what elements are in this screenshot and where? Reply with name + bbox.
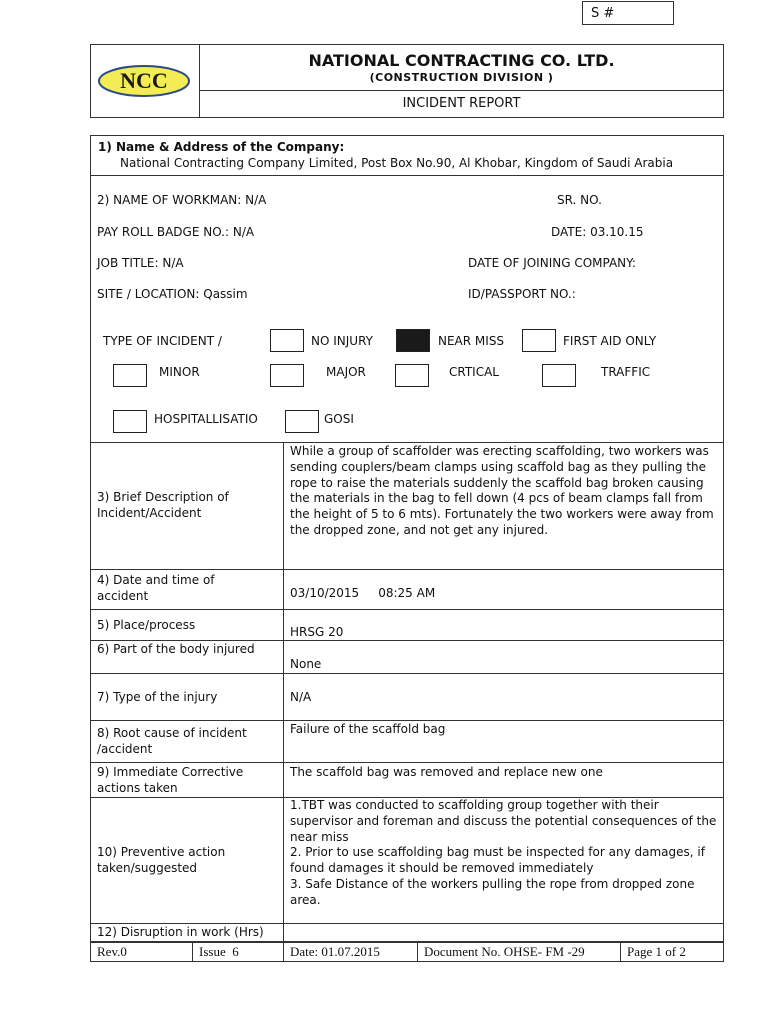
row-label-preventive: 10) Preventive action taken/suggested [97, 845, 226, 875]
footer-page: Page 1 of 2 [627, 944, 686, 959]
payroll-badge: PAY ROLL BADGE NO.: N/A [97, 225, 255, 239]
row-line [90, 923, 724, 924]
critical-label: CRTICAL [449, 365, 499, 379]
footer-divider [620, 942, 621, 962]
logo-text: NCC [120, 68, 168, 93]
footer-divider [192, 942, 193, 962]
header-title-divider [199, 90, 724, 91]
row-line [90, 673, 724, 674]
footer-divider [283, 942, 284, 962]
hospitalisation-label: HOSPITALLISATIO [154, 412, 258, 426]
job-title: JOB TITLE: N/A [97, 256, 184, 270]
sr-no: SR. NO. [557, 193, 602, 207]
footer-rev: Rev.0 [97, 944, 127, 959]
near-miss-label: NEAR MISS [438, 334, 505, 348]
row-label-body-part: 6) Part of the body injured [97, 642, 255, 656]
preventive-line: 2. Prior to use scaffolding bag must be inspected for any damages, if found damages it should be removed immediately [290, 845, 705, 876]
report-title: INCIDENT REPORT [402, 96, 521, 111]
minor-label: MINOR [159, 365, 200, 379]
major-checkbox[interactable] [270, 364, 304, 387]
row-line [90, 720, 724, 721]
footer-doc-no: Document No. OHSE- FM -29 [424, 944, 585, 959]
preventive-line: 3. Safe Distance of the workers pulling the rope from dropped zone area. [290, 876, 695, 907]
company-name: NATIONAL CONTRACTING CO. LTD. [308, 51, 615, 70]
company-address-label: 1) Name & Address of the Company: [98, 140, 345, 154]
traffic-checkbox[interactable] [542, 364, 576, 387]
footer-date: Date: 01.07.2015 [290, 944, 380, 959]
row-value-body-part: None [290, 657, 322, 671]
incident-type-label: TYPE OF INCIDENT / [103, 334, 222, 348]
section1-divider [90, 175, 724, 176]
row-line [90, 640, 724, 641]
footer-issue: Issue 6 [199, 944, 239, 959]
row-value-datetime: 03/10/2015 08:25 AM [290, 586, 436, 600]
row-value-injury-type: N/A [290, 690, 312, 704]
row-line [90, 569, 724, 570]
no-injury-checkbox[interactable] [270, 329, 304, 352]
workman-name: 2) NAME OF WORKMAN: N/A [97, 193, 267, 207]
minor-checkbox[interactable] [113, 364, 147, 387]
report-date: DATE: 03.10.15 [551, 225, 644, 239]
company-address: National Contracting Company Limited, Post Box No.90, Al Khobar, Kingdom of Saudi Arabia [120, 156, 674, 170]
table-column-divider [283, 442, 284, 942]
serial-box [582, 1, 674, 25]
division-name: (CONSTRUCTION DIVISION ) [369, 71, 554, 84]
first-aid-label: FIRST AID ONLY [563, 334, 657, 348]
row-value-preventive [290, 798, 720, 909]
row-value-root-cause: Failure of the scaffold bag [290, 722, 446, 736]
site-location: SITE / LOCATION: Qassim [97, 287, 248, 301]
gosi-checkbox[interactable] [285, 410, 319, 433]
joining-date: DATE OF JOINING COMPANY: [468, 256, 636, 270]
footer-divider [417, 942, 418, 962]
hospitalisation-checkbox[interactable] [113, 410, 147, 433]
company-logo [97, 64, 191, 98]
serial-label: S # [591, 6, 615, 21]
row-label-corrective: 9) Immediate Corrective actions taken [97, 765, 244, 795]
gosi-label: GOSI [324, 412, 354, 426]
row-value-description: While a group of scaffolder was erecting scaffolding, two workers was sending couplers/beam clamps using scaffold bag as they pulling the rope to raise the materials suddenly the scaffold bag broken causing the materials in the bag to fell down (4 pcs of beam clamps fall from the height of 5 to 6 mts). Fortunately the two workers were away from the dropped zone, and not get any injured. [290, 444, 714, 537]
row-label-description: 3) Brief Description of Incident/Accident [97, 490, 229, 520]
critical-checkbox[interactable] [395, 364, 429, 387]
first-aid-checkbox[interactable] [522, 329, 556, 352]
near-miss-checkbox[interactable] [396, 329, 430, 352]
row-value-place: HRSG 20 [290, 625, 344, 639]
row-label-disruption: 12) Disruption in work (Hrs) [97, 925, 264, 939]
row-label-datetime: 4) Date and time of accident [97, 573, 215, 603]
table-top-line [90, 442, 724, 443]
preventive-line: 1.TBT was conducted to scaffolding group together with their supervisor and foreman and discuss the potential consequences of the near miss [290, 798, 717, 844]
row-line [90, 609, 724, 610]
row-line [90, 762, 724, 763]
traffic-label: TRAFFIC [601, 365, 651, 379]
no-injury-label: NO INJURY [311, 334, 373, 348]
row-label-place: 5) Place/process [97, 618, 196, 632]
row-label-injury-type: 7) Type of the injury [97, 690, 218, 704]
major-label: MAJOR [326, 365, 366, 379]
row-label-root-cause: 8) Root cause of incident /accident [97, 726, 247, 756]
passport-no: ID/PASSPORT NO.: [468, 287, 576, 301]
row-value-corrective: The scaffold bag was removed and replace new one [290, 765, 603, 779]
